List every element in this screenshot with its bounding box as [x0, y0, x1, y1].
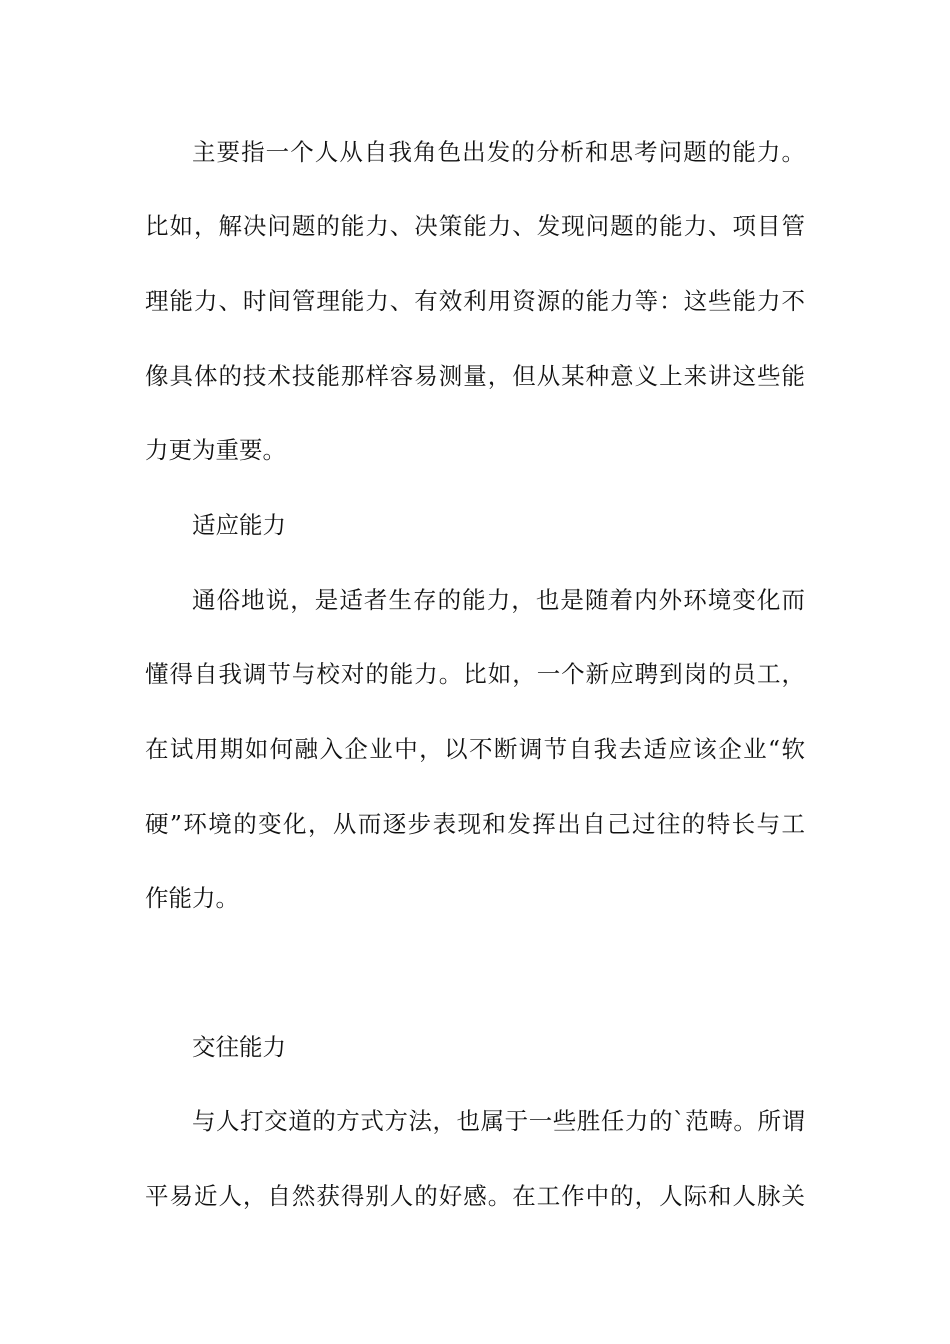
- paragraph-line-3: 理能力、时间管理能力、有效利用资源的能力等：这些能力不: [145, 287, 805, 315]
- paragraph-line-5: 力更为重要。: [145, 436, 286, 464]
- paragraph-line-9: 硬”环境的变化，从而逐步表现和发挥出自己过往的特长与工: [145, 810, 805, 838]
- paragraph-line-11: 与人打交道的方式方法，也属于一些胜任力的`范畴。所谓: [192, 1107, 805, 1135]
- paragraph-line-1: 主要指一个人从自我角色出发的分析和思考问题的能力。: [192, 138, 805, 166]
- paragraph-line-12: 平易近人，自然获得别人的好感。在工作中的，人际和人脉关: [145, 1182, 805, 1210]
- paragraph-line-8: 在试用期如何融入企业中，以不断调节自我去适应该企业“软: [145, 735, 805, 763]
- paragraph-line-4: 像具体的技术技能那样容易测量，但从某种意义上来讲这些能: [145, 362, 805, 390]
- paragraph-line-6: 通俗地说，是适者生存的能力，也是随着内外环境变化而: [192, 586, 805, 614]
- paragraph-line-2: 比如，解决问题的能力、决策能力、发现问题的能力、项目管: [145, 212, 805, 240]
- section-heading-adaptability: 适应能力: [192, 511, 286, 539]
- paragraph-line-10: 作能力。: [145, 884, 239, 912]
- section-heading-communication: 交往能力: [192, 1033, 286, 1061]
- paragraph-line-7: 懂得自我调节与校对的能力。比如，一个新应聘到岗的员工，: [145, 660, 805, 688]
